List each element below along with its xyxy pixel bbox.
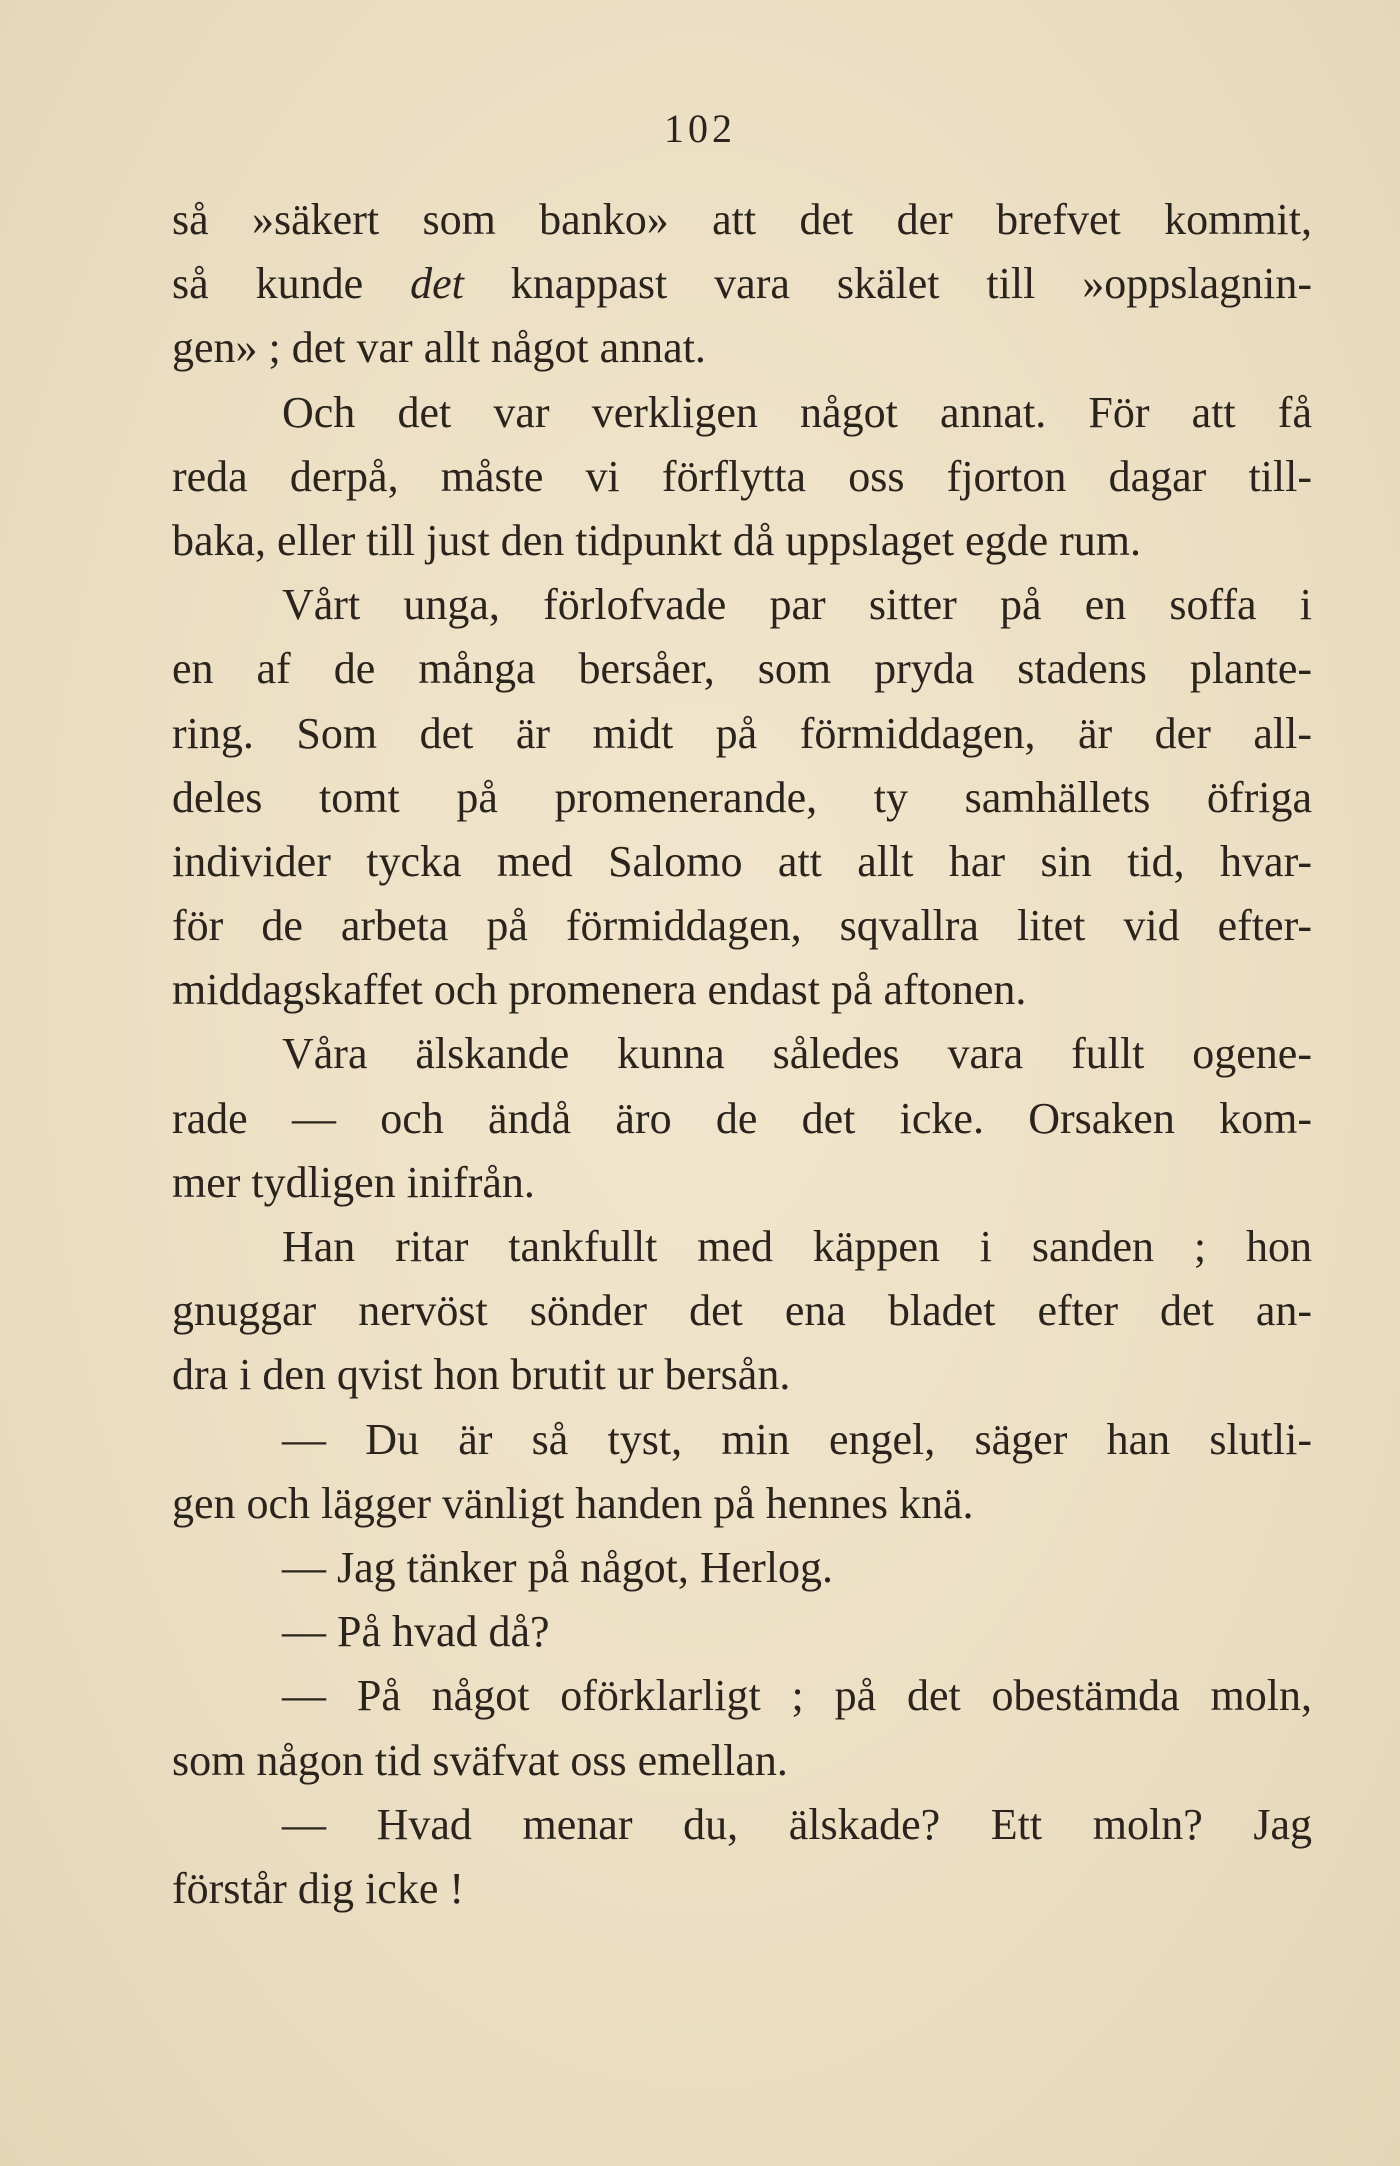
- text-line: individer tycka med Salomo att allt har sin tid, hvar-: [172, 836, 1312, 886]
- text-line: förstår dig icke !: [172, 1863, 464, 1913]
- text-line: — Hvad menar du, älskade? Ett moln? Jag: [282, 1799, 1312, 1849]
- text-line: — På något oförklarligt ; på det obestämda moln,: [282, 1671, 1312, 1721]
- text-line: gnuggar nervöst sönder det ena bladet efter det an-: [172, 1286, 1312, 1336]
- text-line: dra i den qvist hon brutit ur bersån.: [172, 1350, 791, 1400]
- text-line: som någon tid sväfvat oss emellan.: [172, 1735, 788, 1785]
- text-line: så »säkert som banko» att det der brefvet kommit,: [172, 195, 1312, 244]
- text-line: [172, 252, 1312, 316]
- text-line: baka, eller till just den tidpunkt då uppslaget egde rum.: [172, 515, 1141, 565]
- text-line: gen och lägger vänligt handen på hennes knä.: [172, 1478, 974, 1528]
- text-line: en af de många bersåer, som pryda stadens plante-: [172, 644, 1312, 694]
- italic-word: det: [410, 259, 464, 309]
- text-segment: knappast vara skälet till »oppslagnin-: [463, 259, 1313, 309]
- text-line: för de arbeta på förmiddagen, sqvallra litet vid efter-: [172, 901, 1312, 951]
- text-line: deles tomt på promenerande, ty samhällets öfriga: [172, 772, 1312, 822]
- text-line: — På hvad då?: [282, 1607, 550, 1657]
- page-number: 102: [664, 106, 736, 151]
- text-line: gen» ; det var allt något annat.: [172, 323, 706, 373]
- text-line: Han ritar tankfullt med käppen i sanden ; hon: [282, 1222, 1312, 1271]
- text-line: Vårt unga, förlofvade par sitter på en soffa i: [282, 580, 1312, 630]
- text-line: Och det var verkligen något annat. För att få: [282, 387, 1312, 437]
- text-line: reda derpå, måste vi förflytta oss fjorton dagar till-: [172, 451, 1312, 501]
- text-line: rade — och ändå äro de det icke. Orsaken kom-: [172, 1093, 1312, 1143]
- text-line: — Jag tänker på något, Herlog.: [282, 1542, 834, 1592]
- text-line: — Du är så tyst, min engel, säger han slutli-: [282, 1414, 1312, 1464]
- text-segment: så kunde: [172, 259, 411, 309]
- text-line: Våra älskande kunna således vara fullt ogene-: [282, 1029, 1312, 1079]
- text-line: mer tydligen inifrån.: [172, 1157, 535, 1207]
- body-text: [172, 188, 1312, 1921]
- text-line: ring. Som det är midt på förmiddagen, är der all-: [172, 708, 1312, 758]
- text-line: middagskaffet och promenera endast på aftonen.: [172, 965, 1027, 1015]
